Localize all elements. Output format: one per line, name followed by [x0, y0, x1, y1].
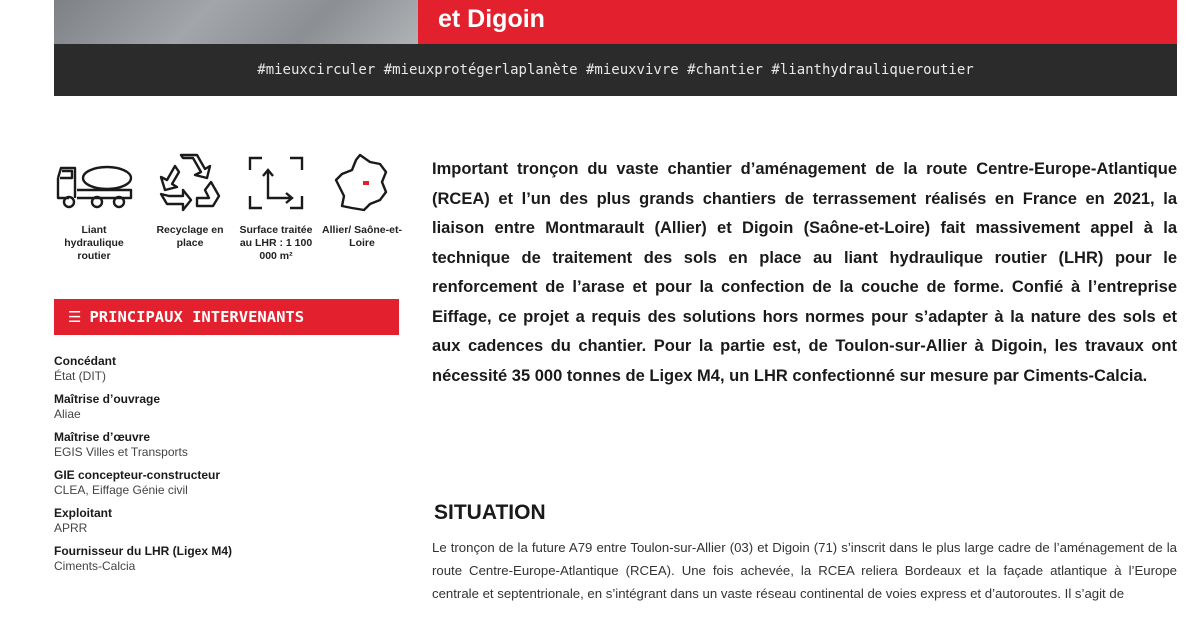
actor-role: GIE concepteur-constructeur	[54, 468, 221, 482]
intervenants-label: PRINCIPAUX INTERVENANTS	[89, 308, 305, 326]
intervenants-heading	[54, 299, 399, 335]
situation-paragraph: Le tronçon de la future A79 entre Toulon-sur-Allier (03) et Digoin (71) s’inscrit dans le plus large cadre de l’aménagement de la route Centre-Europe-Atlantique (RCEA). Une fois achevée, la RCEA reliera Bordeaux et la façade atlantique à l’Europe centrale et septentrionale, en s’intégrant dans un vaste réseau continental de voies express et d’autoroutes. Il s’agit de	[432, 540, 1177, 601]
actor-name: CLEA, Eiffage Génie civil	[54, 483, 188, 497]
actor-name: EGIS Villes et Transports	[54, 445, 188, 459]
surface-icon	[244, 152, 308, 214]
icon-item-lhr	[54, 152, 134, 263]
actor-role: Concédant	[54, 354, 117, 368]
icon-item-surface	[236, 152, 316, 263]
key-figures	[54, 152, 402, 282]
actor-name: Ciments-Calcia	[54, 559, 136, 573]
intro-paragraph: Important tronçon du vaste chantier d’aménagement de la route Centre-Europe-Atlantique (RCEA) et l’un des plus grands chantiers de terrassement réalisés en France en 2021, la liaison entre Montmarault (Allier) et Digoin (Saône-et-Loire) fait massivement appel à la technique de traitement des sols en place au liant hydraulique routier (LHR) pour le renforcement de l’arase et pour la confection de la couche de forme. Confié à l’entreprise Eiffage, ce projet a requis des solutions hors normes pour s’adapter à la nature des sols et aux cadences du chantier. Pour la partie est, de Toulon-sur-Allier à Digoin, les travaux ont nécessité 35 000 tonnes de Ligex M4, un LHR confectionné sur mesure par Ciments-Calcia.	[432, 160, 1177, 385]
actor-role: Maîtrise d’ouvrage	[54, 392, 161, 406]
actor-name: APRR	[54, 521, 88, 535]
actor-role: Maîtrise d’œuvre	[54, 430, 151, 444]
icon-caption: Surface traitée au LHR : 1 100 000 m²	[239, 224, 313, 262]
hashtag-bar: #mieuxcirculer #mieuxprotégerlaplanète #mieuxvivre #chantier #lianthydrauliqueroutier	[54, 44, 1177, 96]
list-item	[54, 429, 399, 460]
france-map-icon	[330, 152, 394, 214]
list-item	[54, 391, 399, 422]
icon-item-region	[322, 152, 402, 250]
actor-role: Fournisseur du LHR (Ligex M4)	[54, 544, 233, 558]
actor-name: Aliae	[54, 407, 81, 421]
list-item	[54, 505, 399, 536]
page-title: et Digoin	[438, 5, 545, 33]
list-item	[54, 543, 399, 574]
intervenants-list	[54, 353, 399, 581]
truck-icon	[55, 152, 133, 214]
icon-caption: Liant hydraulique routier	[64, 224, 124, 262]
icon-caption: Recyclage en place	[156, 224, 224, 249]
icon-caption: Allier/ Saône-et-Loire	[322, 224, 402, 249]
list-item	[54, 353, 399, 384]
icon-item-recycle	[150, 152, 230, 250]
actor-role: Exploitant	[54, 506, 113, 520]
hero-photo	[54, 0, 418, 44]
list-item	[54, 467, 399, 498]
actor-name: État (DIT)	[54, 369, 107, 383]
menu-icon: ☰	[68, 308, 82, 326]
recycle-icon	[155, 152, 225, 214]
section-heading: SITUATION	[434, 501, 546, 524]
title-banner	[418, 0, 1177, 44]
